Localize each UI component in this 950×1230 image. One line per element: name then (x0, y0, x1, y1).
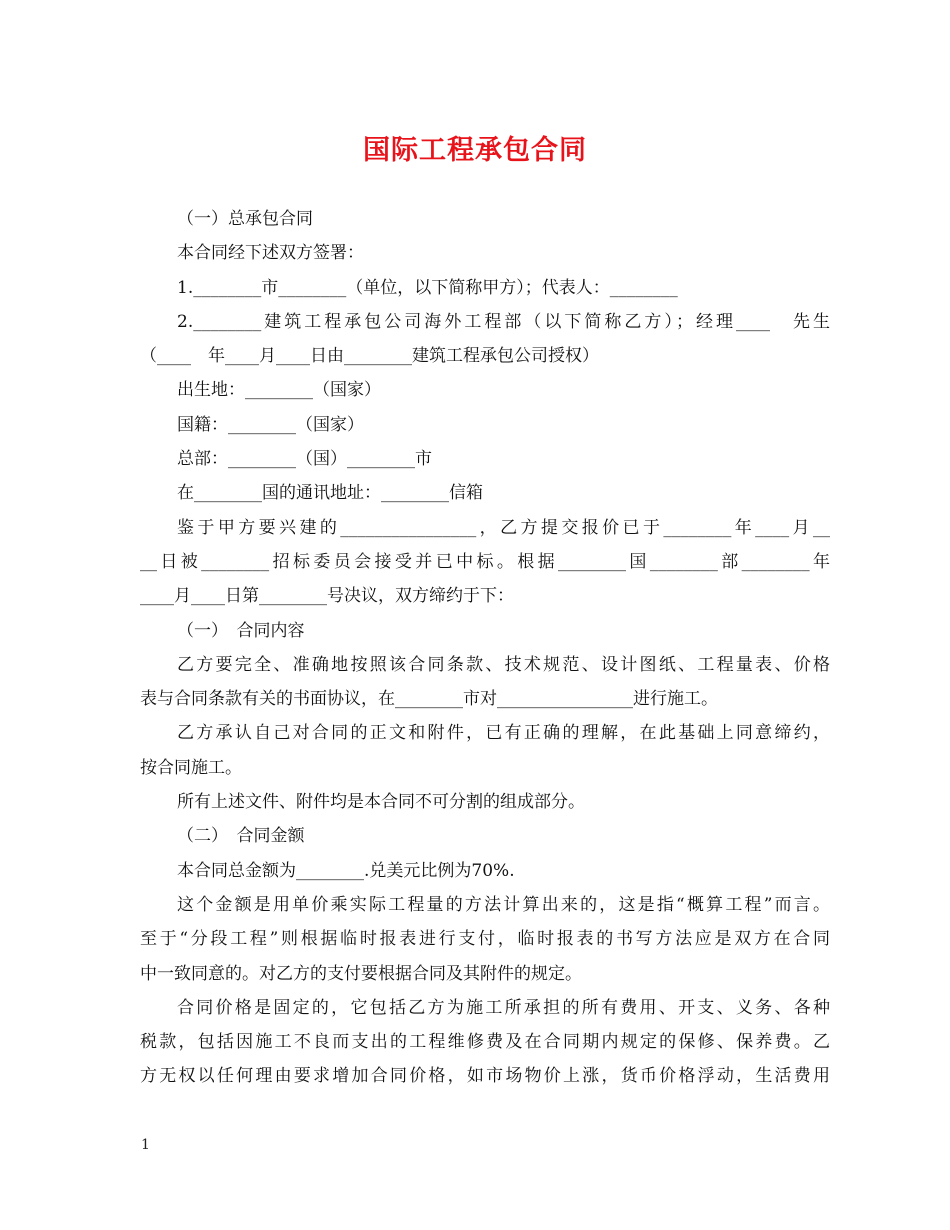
paragraph-line: __日被________招标委员会接受并已中标。根据________国________部________年 (140, 551, 830, 572)
section-heading: （二） 合同金额 (177, 826, 305, 847)
birthplace-line: 出生地：________（国家） (177, 380, 381, 401)
headquarters-line: 总部：________（国）________市 (177, 449, 432, 470)
paragraph-line: ____月____日第________号决议，双方缔约于下： (140, 586, 514, 607)
section-heading: （一）总承包合同 (177, 209, 313, 229)
paragraph-line: 税款，包括因施工不良而支出的工程维修费及在合同期内规定的保修、保养费。乙 (140, 1032, 830, 1053)
paragraph-line: 鉴于甲方要兴建的________________，乙方提交报价已于________年____月__ (177, 517, 830, 538)
nationality-line: 国籍：________（国家） (177, 414, 364, 435)
paragraph-line: 中一致同意的。对乙方的支付要根据合同及其附件的规定。 (140, 963, 582, 984)
paragraph-line: 乙方要完全、准确地按照该合同条款、技术规范、设计图纸、工程量表、价格 (177, 654, 830, 675)
paragraph-line: 表与合同条款有关的书面协议，在________市对________________进行施工。 (140, 689, 718, 710)
paragraph-line: 所有上述文件、附件均是本合同不可分割的组成部分。 (177, 792, 585, 813)
paragraph-line: 乙方承认自己对合同的正文和附件，已有正确的理解，在此基础上同意缔约， (177, 723, 830, 744)
party-b-line: 2.________建筑工程承包公司海外工程部（以下简称乙方）；经理____ 先生 (177, 311, 830, 332)
section-heading: （一） 合同内容 (177, 620, 305, 641)
page-number: 1 (141, 1137, 150, 1153)
paragraph-line: 方无权以任何理由要求增加合同价格，如市场物价上涨，货币价格浮动，生活费用 (140, 1066, 830, 1087)
paragraph-line: 合同价格是固定的，它包括乙方为施工所承担的所有费用、开支、义务、各种 (177, 997, 830, 1018)
paragraph-line: 这个金额是用单价乘实际工程量的方法计算出来的，这是指“概算工程”而言。 (177, 894, 830, 915)
party-b-authorization: （____ 年____月____日由________建筑工程承包公司授权） (140, 346, 599, 367)
document-body (140, 202, 830, 1094)
paragraph-line: 本合同经下述双方签署： (177, 243, 364, 264)
paragraph-line: 按合同施工。 (140, 757, 242, 778)
address-line: 在________国的通讯地址：________信箱 (177, 483, 483, 504)
paragraph-line: 至于“分段工程”则根据临时报表进行支付，临时报表的书写方法应是双方在合同 (140, 929, 830, 950)
paragraph-line: 本合同总金额为________.兑美元比例为70%. (177, 860, 515, 881)
party-a-line: 1.________市________（单位，以下简称甲方）；代表人：________ (177, 277, 678, 298)
document-title: 国际工程承包合同 (363, 135, 587, 166)
